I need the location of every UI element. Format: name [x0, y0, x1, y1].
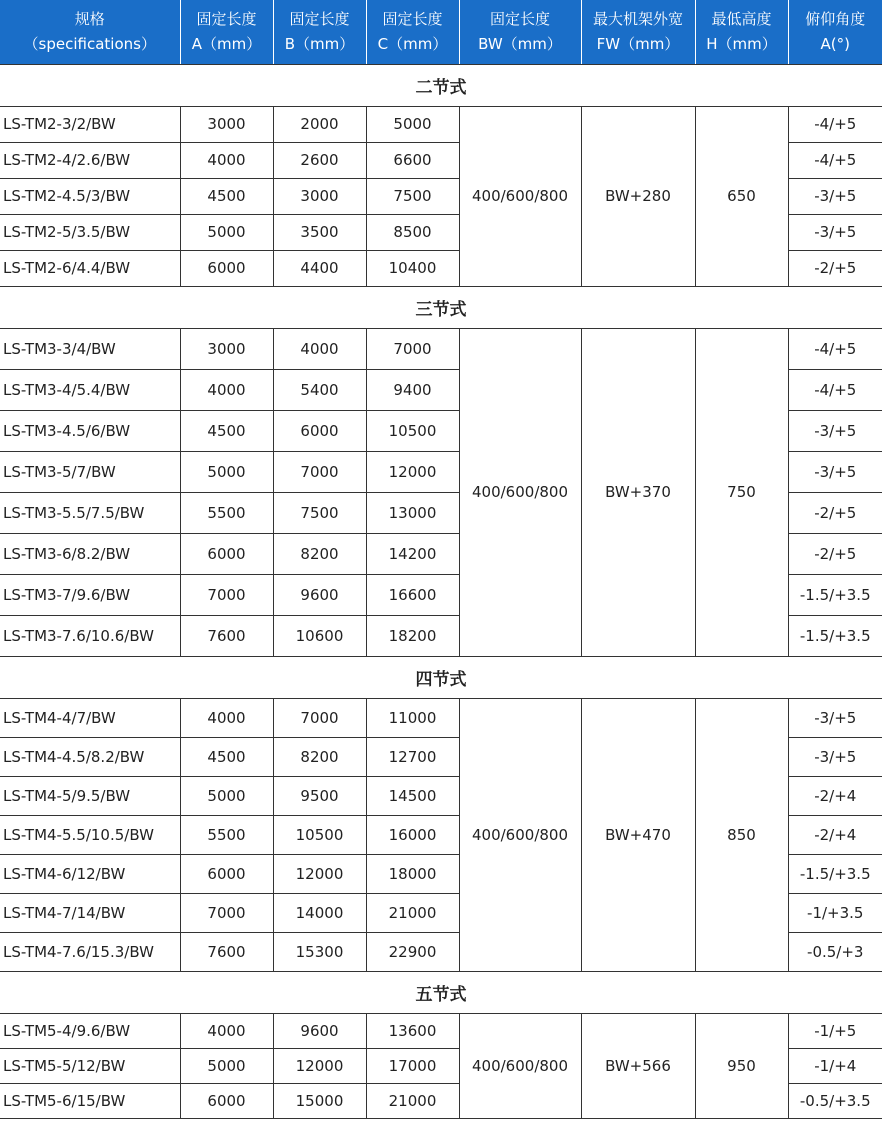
bw-cell: 400/600/800 — [459, 328, 581, 656]
b-cell: 8200 — [273, 533, 366, 574]
c-cell: 5000 — [366, 106, 459, 142]
a-cell: 4500 — [180, 410, 273, 451]
a-cell: 6000 — [180, 250, 273, 286]
spec-cell: LS-TM4-7.6/15.3/BW — [0, 932, 180, 971]
fw-cell: BW+470 — [581, 698, 695, 971]
spec-cell: LS-TM3-6/8.2/BW — [0, 533, 180, 574]
header-length-c: 固定长度 C（mm） — [366, 0, 459, 64]
c-cell: 16600 — [366, 574, 459, 615]
b-cell: 10600 — [273, 615, 366, 656]
c-cell: 16000 — [366, 815, 459, 854]
spec-cell: LS-TM4-6/12/BW — [0, 854, 180, 893]
c-cell: 7500 — [366, 178, 459, 214]
angle-cell: -4/+5 — [788, 369, 882, 410]
b-cell: 4400 — [273, 250, 366, 286]
angle-cell: -2/+5 — [788, 492, 882, 533]
c-cell: 21000 — [366, 1083, 459, 1118]
b-cell: 8200 — [273, 737, 366, 776]
a-cell: 6000 — [180, 533, 273, 574]
b-cell: 9500 — [273, 776, 366, 815]
b-cell: 6000 — [273, 410, 366, 451]
a-cell: 7600 — [180, 615, 273, 656]
spec-cell: LS-TM3-7/9.6/BW — [0, 574, 180, 615]
a-cell: 7000 — [180, 574, 273, 615]
section-title: 三节式 — [0, 286, 882, 328]
bw-cell: 400/600/800 — [459, 1013, 581, 1118]
fw-cell: BW+280 — [581, 106, 695, 286]
b-cell: 3500 — [273, 214, 366, 250]
b-cell: 3000 — [273, 178, 366, 214]
spec-cell: LS-TM4-4/7/BW — [0, 698, 180, 737]
header-fw: 最大机架外宽 FW（mm） — [581, 0, 695, 64]
section-title: 二节式 — [0, 64, 882, 106]
group-four-section — [0, 656, 882, 971]
c-cell: 14200 — [366, 533, 459, 574]
angle-cell: -1/+5 — [788, 1013, 882, 1048]
header-length-a: 固定长度 A（mm） — [180, 0, 273, 64]
angle-cell: -0.5/+3 — [788, 932, 882, 971]
height-cell: 950 — [695, 1013, 788, 1118]
spec-cell: LS-TM2-3/2/BW — [0, 106, 180, 142]
angle-cell: -3/+5 — [788, 451, 882, 492]
a-cell: 4000 — [180, 1013, 273, 1048]
b-cell: 14000 — [273, 893, 366, 932]
angle-cell: -2/+4 — [788, 776, 882, 815]
angle-cell: -4/+5 — [788, 106, 882, 142]
section-title-row — [0, 656, 882, 698]
c-cell: 12000 — [366, 451, 459, 492]
header-angle: 俯仰角度 A(°) — [788, 0, 882, 64]
table-header — [0, 0, 882, 64]
spec-cell: LS-TM3-5/7/BW — [0, 451, 180, 492]
section-title-row — [0, 64, 882, 106]
angle-cell: -3/+5 — [788, 410, 882, 451]
spec-cell: LS-TM2-4/2.6/BW — [0, 142, 180, 178]
b-cell: 2600 — [273, 142, 366, 178]
angle-cell: -3/+5 — [788, 698, 882, 737]
spec-cell: LS-TM5-6/15/BW — [0, 1083, 180, 1118]
angle-cell: -1.5/+3.5 — [788, 574, 882, 615]
a-cell: 5000 — [180, 776, 273, 815]
header-row — [0, 0, 882, 64]
a-cell: 5500 — [180, 492, 273, 533]
c-cell: 7000 — [366, 328, 459, 369]
table-row — [0, 106, 882, 142]
c-cell: 18200 — [366, 615, 459, 656]
c-cell: 9400 — [366, 369, 459, 410]
height-cell: 750 — [695, 328, 788, 656]
angle-cell: -3/+5 — [788, 214, 882, 250]
angle-cell: -1.5/+3.5 — [788, 615, 882, 656]
table-row — [0, 698, 882, 737]
angle-cell: -4/+5 — [788, 142, 882, 178]
c-cell: 11000 — [366, 698, 459, 737]
group-three-section — [0, 286, 882, 656]
spec-cell: LS-TM3-4.5/6/BW — [0, 410, 180, 451]
spec-cell: LS-TM2-5/3.5/BW — [0, 214, 180, 250]
b-cell: 15300 — [273, 932, 366, 971]
angle-cell: -1.5/+3.5 — [788, 854, 882, 893]
angle-cell: -4/+5 — [788, 328, 882, 369]
angle-cell: -3/+5 — [788, 178, 882, 214]
height-cell: 850 — [695, 698, 788, 971]
c-cell: 21000 — [366, 893, 459, 932]
group-five-section — [0, 971, 882, 1118]
fw-cell: BW+566 — [581, 1013, 695, 1118]
c-cell: 22900 — [366, 932, 459, 971]
spec-cell: LS-TM4-7/14/BW — [0, 893, 180, 932]
c-cell: 6600 — [366, 142, 459, 178]
a-cell: 3000 — [180, 328, 273, 369]
a-cell: 4000 — [180, 698, 273, 737]
spec-cell: LS-TM3-3/4/BW — [0, 328, 180, 369]
b-cell: 12000 — [273, 1048, 366, 1083]
spec-cell: LS-TM5-4/9.6/BW — [0, 1013, 180, 1048]
c-cell: 14500 — [366, 776, 459, 815]
spec-cell: LS-TM4-5/9.5/BW — [0, 776, 180, 815]
table-row — [0, 328, 882, 369]
section-title: 五节式 — [0, 971, 882, 1013]
b-cell: 2000 — [273, 106, 366, 142]
spec-cell: LS-TM2-6/4.4/BW — [0, 250, 180, 286]
angle-cell: -2/+4 — [788, 815, 882, 854]
c-cell: 18000 — [366, 854, 459, 893]
c-cell: 10500 — [366, 410, 459, 451]
a-cell: 5000 — [180, 214, 273, 250]
height-cell: 650 — [695, 106, 788, 286]
b-cell: 15000 — [273, 1083, 366, 1118]
c-cell: 8500 — [366, 214, 459, 250]
angle-cell: -1/+4 — [788, 1048, 882, 1083]
spec-cell: LS-TM2-4.5/3/BW — [0, 178, 180, 214]
a-cell: 7600 — [180, 932, 273, 971]
angle-cell: -1/+3.5 — [788, 893, 882, 932]
section-title-row — [0, 971, 882, 1013]
a-cell: 6000 — [180, 854, 273, 893]
b-cell: 10500 — [273, 815, 366, 854]
c-cell: 13000 — [366, 492, 459, 533]
spec-cell: LS-TM4-5.5/10.5/BW — [0, 815, 180, 854]
a-cell: 4500 — [180, 737, 273, 776]
b-cell: 4000 — [273, 328, 366, 369]
angle-cell: -2/+5 — [788, 250, 882, 286]
a-cell: 3000 — [180, 106, 273, 142]
c-cell: 12700 — [366, 737, 459, 776]
a-cell: 5500 — [180, 815, 273, 854]
spec-cell: LS-TM3-5.5/7.5/BW — [0, 492, 180, 533]
a-cell: 4500 — [180, 178, 273, 214]
c-cell: 10400 — [366, 250, 459, 286]
c-cell: 17000 — [366, 1048, 459, 1083]
b-cell: 7000 — [273, 698, 366, 737]
header-length-b: 固定长度 B（mm） — [273, 0, 366, 64]
a-cell: 5000 — [180, 1048, 273, 1083]
table-row — [0, 1013, 882, 1048]
section-title-row — [0, 286, 882, 328]
spec-cell: LS-TM5-5/12/BW — [0, 1048, 180, 1083]
b-cell: 9600 — [273, 1013, 366, 1048]
a-cell: 5000 — [180, 451, 273, 492]
bw-cell: 400/600/800 — [459, 106, 581, 286]
spec-cell: LS-TM3-7.6/10.6/BW — [0, 615, 180, 656]
header-bw: 固定长度 BW（mm） — [459, 0, 581, 64]
fw-cell: BW+370 — [581, 328, 695, 656]
section-title: 四节式 — [0, 656, 882, 698]
a-cell: 4000 — [180, 369, 273, 410]
angle-cell: -2/+5 — [788, 533, 882, 574]
spec-cell: LS-TM3-4/5.4/BW — [0, 369, 180, 410]
spec-cell: LS-TM4-4.5/8.2/BW — [0, 737, 180, 776]
angle-cell: -0.5/+3.5 — [788, 1083, 882, 1118]
b-cell: 7000 — [273, 451, 366, 492]
header-height: 最低高度 H（mm） — [695, 0, 788, 64]
c-cell: 13600 — [366, 1013, 459, 1048]
a-cell: 4000 — [180, 142, 273, 178]
b-cell: 9600 — [273, 574, 366, 615]
b-cell: 12000 — [273, 854, 366, 893]
a-cell: 6000 — [180, 1083, 273, 1118]
b-cell: 5400 — [273, 369, 366, 410]
a-cell: 7000 — [180, 893, 273, 932]
group-two-section — [0, 64, 882, 286]
bw-cell: 400/600/800 — [459, 698, 581, 971]
b-cell: 7500 — [273, 492, 366, 533]
header-spec: 规格 （specifications） — [0, 0, 180, 64]
angle-cell: -3/+5 — [788, 737, 882, 776]
